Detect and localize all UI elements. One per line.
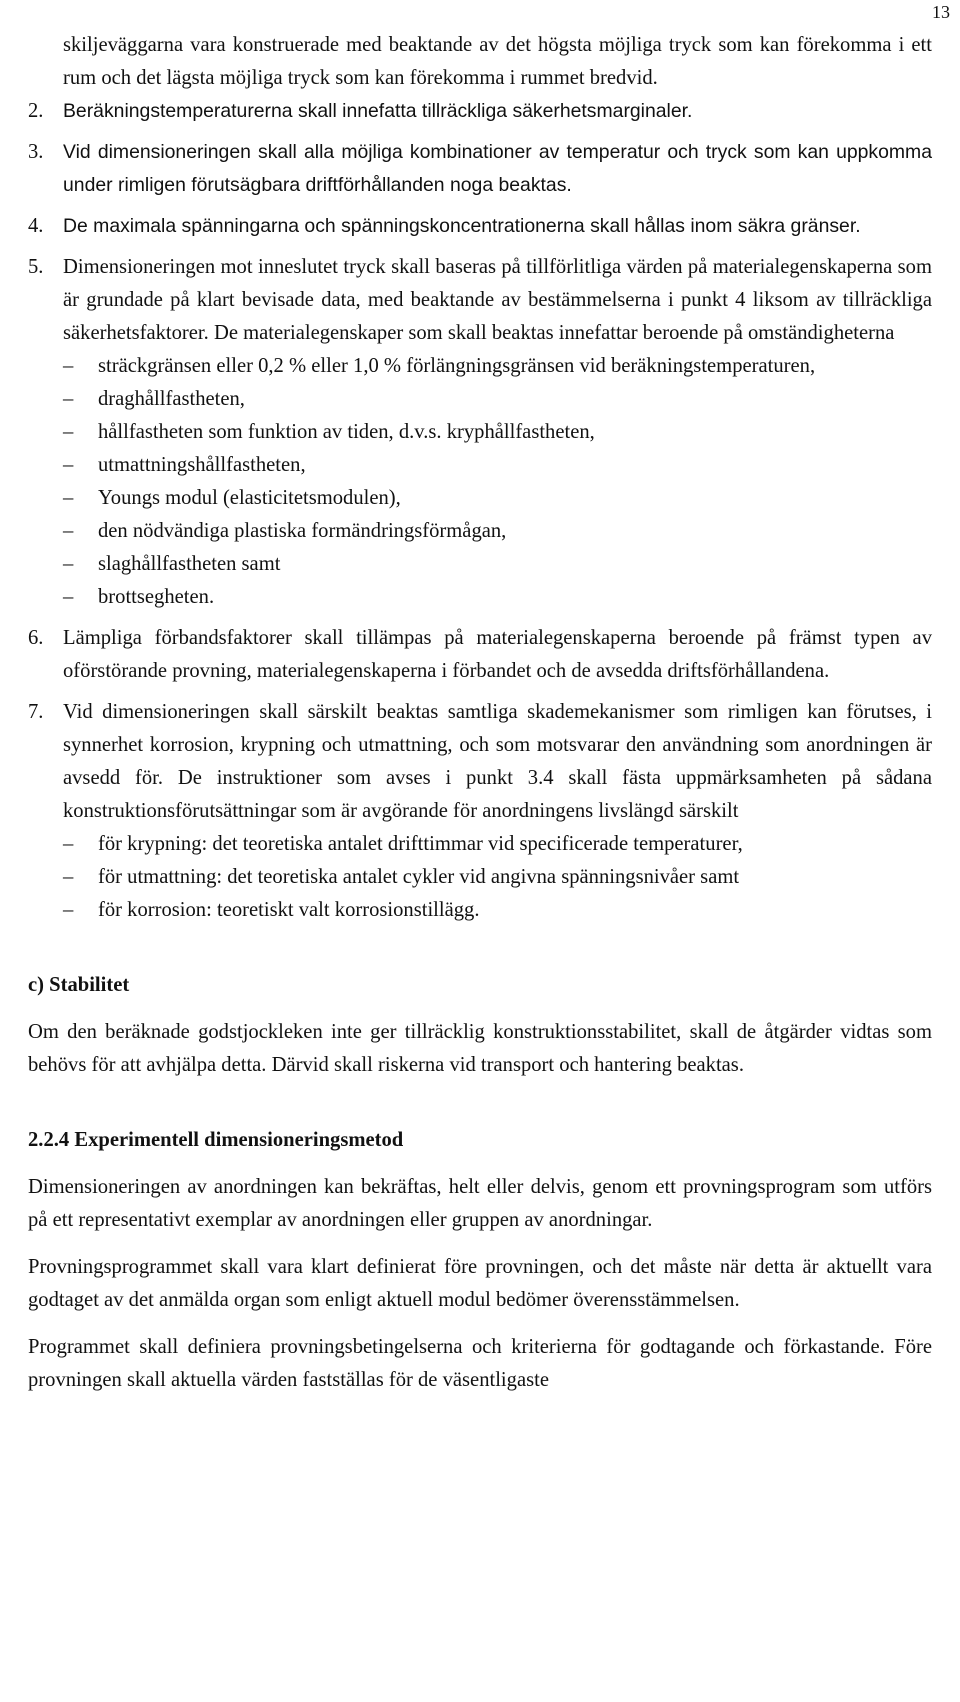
list-item-2 xyxy=(28,95,932,128)
paragraph-1: Dimensioneringen av anordningen kan bekräftas, helt eller delvis, genom ett provningsprogram som utförs på ett representativt exemplar av anordningen eller gruppen av anordningar. xyxy=(28,1176,932,1231)
item-number: 5. xyxy=(28,256,44,278)
bullet-item: – för krypning: det teoretiska antalet drifttimmar vid specificerade temperaturer, xyxy=(63,833,743,855)
list-item-6 xyxy=(28,622,932,688)
bullet-item: – brottsegheten. xyxy=(63,586,215,608)
bullet-item: – för utmattning: det teoretiska antalet cykler vid angivna spänningsnivåer samt xyxy=(63,866,740,888)
list-item-5 xyxy=(28,251,932,350)
item-text: Vid dimensioneringen skall alla möjliga kombinationer av temperatur och tryck som kan uppkomma under rimligen förutsägbara driftförhållanden noga beaktas. xyxy=(63,141,932,196)
item-1-continuation: skiljeväggarna vara konstruerade med beaktande av det högsta möjliga tryck som kan förekomma i ett rum och det lägsta möjliga tryck som kan förekomma i rummet bredvid. xyxy=(63,34,932,89)
item-text: Beräkningstemperaturerna skall innefatta tillräckliga säkerhetsmarginaler. xyxy=(63,100,693,122)
bullet-item: – den nödvändiga plastiska formändringsförmågan, xyxy=(63,520,507,542)
document-body xyxy=(28,29,932,1397)
bullet-item: – slaghållfastheten samt xyxy=(63,553,281,575)
list-item-3 xyxy=(28,136,932,202)
paragraph-3: Programmet skall definiera provningsbetingelserna och kriterierna för godtagande och förkastande. Före provningen skall aktuella värden fastställas för de väsentligaste xyxy=(28,1336,932,1391)
list-item-7 xyxy=(28,696,932,828)
page-number: 13 xyxy=(932,2,950,22)
item-5-bullet-list xyxy=(63,350,932,614)
item-number: 4. xyxy=(28,215,44,237)
bullet-item: – utmattningshållfastheten, xyxy=(63,454,306,476)
bullet-item: – för korrosion: teoretiskt valt korrosionstillägg. xyxy=(63,899,480,921)
section-heading-experimentell: 2.2.4 Experimentell dimensioneringsmetod xyxy=(28,1129,404,1151)
item-text: Lämpliga förbandsfaktorer skall tillämpas på materialegenskaperna beroende på främst typen av oförstörande provning, materialegenskaperna i förbandet och de avsedda driftsförhållandena. xyxy=(63,627,932,682)
bullet-item: – sträckgränsen eller 0,2 % eller 1,0 % förlängningsgränsen vid beräkningstemperaturen, xyxy=(63,355,816,377)
item-text: Dimensioneringen mot inneslutet tryck skall baseras på tillförlitliga värden på materialegenskaperna som är grundade på klart bevisade data, med beaktande av bestämmelserna i punkt 4 liksom av tillräckliga säkerhetsfaktorer. De materialegenskaper som skall beaktas innefattar beroende på omständigheterna xyxy=(63,256,932,344)
bullet-item: – hållfastheten som funktion av tiden, d.v.s. kryphållfastheten, xyxy=(63,421,595,443)
item-number: 2. xyxy=(28,100,44,122)
paragraph-2: Provningsprogrammet skall vara klart definierat före provningen, och det måste när detta är aktuellt vara godtaget av det anmälda organ som enligt aktuell modul bedömer överensstämmelsen. xyxy=(28,1256,932,1311)
item-7-bullet-list xyxy=(63,828,932,927)
paragraph-stabilitet: Om den beräknade godstjockleken inte ger tillräcklig konstruktionsstabilitet, skall de åtgärder vidtas som behövs för att avhjälpa detta. Därvid skall riskerna vid transport och hantering beaktas. xyxy=(28,1021,932,1076)
section-heading-stabilitet: c) Stabilitet xyxy=(28,974,130,996)
bullet-item: – draghållfastheten, xyxy=(63,388,245,410)
bullet-item: – Youngs modul (elasticitetsmodulen), xyxy=(63,487,401,509)
item-number: 3. xyxy=(28,141,44,163)
item-text: Vid dimensioneringen skall särskilt beaktas samtliga skademekanismer som rimligen kan förutses, i synnerhet korrosion, krypning och utmattning, och som motsvarar den användning som anordningen är avsedd för. De instruktioner som avses i punkt 3.4 skall fästa uppmärksamheten på sådana konstruktionsförutsättningar som är avgörande för anordningens livslängd särskilt xyxy=(63,701,932,822)
item-number: 6. xyxy=(28,627,44,649)
item-number: 7. xyxy=(28,701,44,723)
item-text: De maximala spänningarna och spänningskoncentrationerna skall hållas inom säkra gränser. xyxy=(63,215,861,237)
list-item-4 xyxy=(28,210,932,243)
